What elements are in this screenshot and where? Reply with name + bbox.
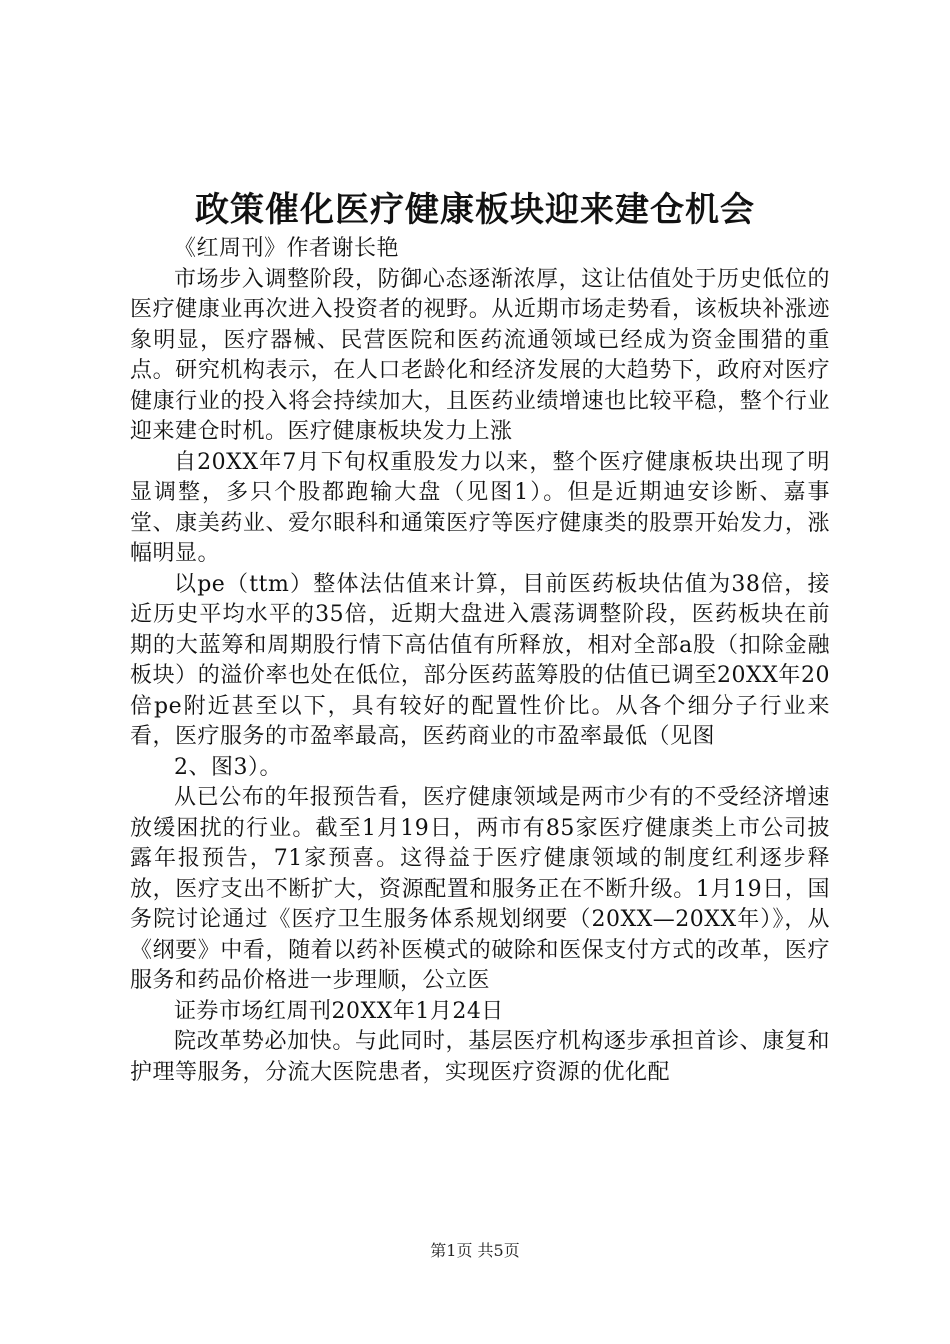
document-body [130, 234, 830, 1088]
paragraph: 从已公布的年报预告看，医疗健康领域是两市少有的不受经济增速放缓困扰的行业。截至1月19日，两市有85家医疗健康类上市公司披露年报预告，71家预喜。这得益于医疗健康领域的制度红利逐步释放，医疗支出不断扩大，资源配置和服务正在不断升级。1月19日，国务院讨论通过《医疗卫生服务体系规划纲要（20XX—20XX年）》，从《纲要》中看，随着以药补医模式的破除和医保支付方式的改革，医疗服务和药品价格进一步理顺，公立医 [130, 785, 830, 993]
document-title: 政策催化医疗健康板块迎来建仓机会 [195, 190, 755, 230]
paragraph: 自20XX年7月下旬权重股发力以来，整个医疗健康板块出现了明显调整，多只个股都跑输大盘（见图1）。但是近期迪安诊断、嘉事堂、康美药业、爱尔眼科和通策医疗等医疗健康类的股票开始发力，涨幅明显。 [130, 449, 830, 566]
byline: 《红周刊》作者谢长艳 [174, 236, 400, 261]
paragraph: 市场步入调整阶段，防御心态逐渐浓厚，这让估值处于历史低位的医疗健康业再次进入投资者的视野。从近期市场走势看，该板块补涨迹象明显，医疗器械、民营医院和医药流通领域已经成为资金围猎的重点。研究机构表示，在人口老龄化和经济发展的大趋势下，政府对医疗健康行业的投入将会持续加大，且医药业绩增速也比较平稳，整个行业迎来建仓时机。医疗健康板块发力上涨 [130, 266, 830, 444]
source-line: 证券市场红周刊20XX年1月24日 [174, 998, 504, 1024]
page-footer: 第1页 共5页 [430, 1241, 520, 1260]
paragraph-continuation: 2、图3）。 [174, 754, 282, 780]
paragraph: 院改革势必加快。与此同时，基层医疗机构逐步承担首诊、康复和护理等服务，分流大医院患者，实现医疗资源的优化配 [130, 1029, 830, 1085]
paragraph: 以pe（ttm）整体法估值来计算，目前医药板块估值为38倍，接近历史平均水平的35倍，近期大盘进入震荡调整阶段，医药板块在前期的大蓝筹和周期股行情下高估值有所释放，相对全部a股（扣除金融板块）的溢价率也处在低位，部分医药蓝筹股的估值已调至20XX年20倍pe附近甚至以下，具有较好的配置性价比。从各个细分子行业来看，医疗服务的市盈率最高，医药商业的市盈率最低（见图 [130, 571, 830, 749]
